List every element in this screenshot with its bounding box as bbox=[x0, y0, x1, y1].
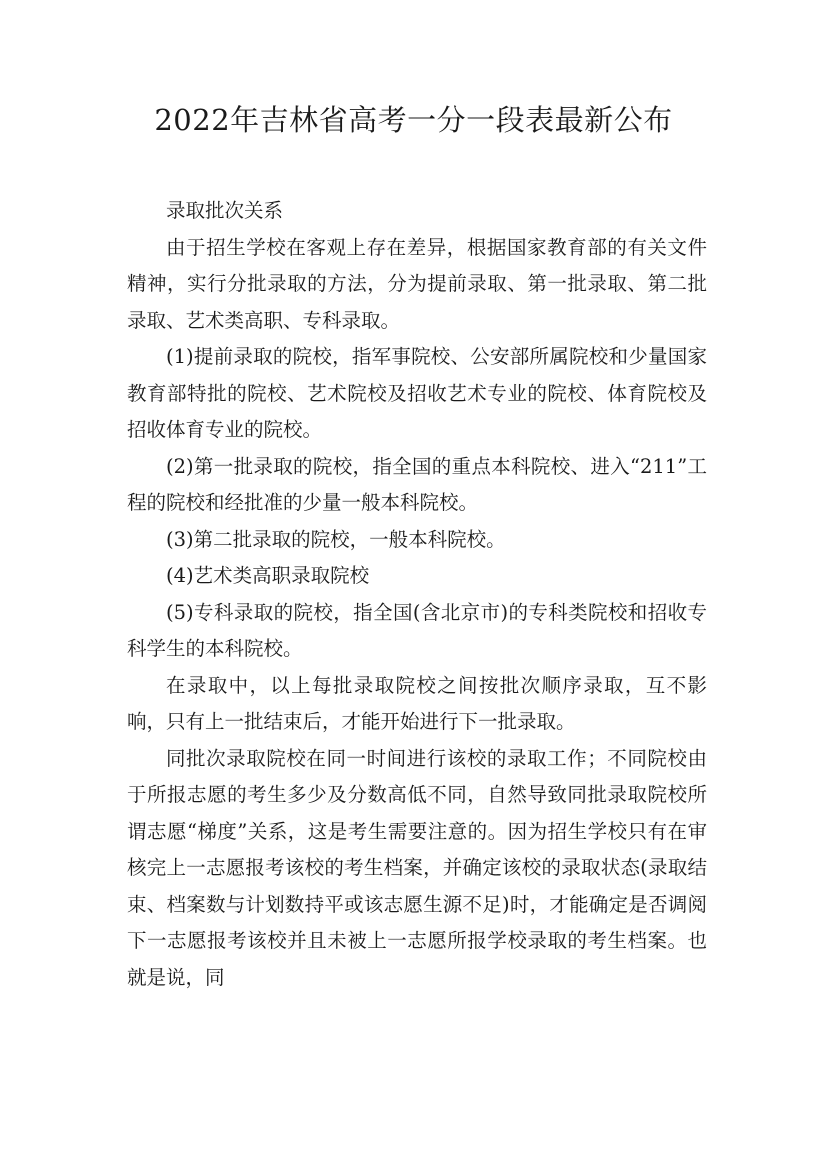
document-title: 2022年吉林省高考一分一段表最新公布 bbox=[154, 103, 673, 137]
paragraph-item-4: (4)艺术类高职录取院校 bbox=[166, 564, 370, 587]
paragraph-item-2: (2)第一批录取的院校，指全国的重点本科院校、进入“211”工程的院校和经批准的少量一般本科院校。 bbox=[127, 454, 707, 514]
paragraph-item-5: (5)专科录取的院校，指全国(含北京市)的专科类院校和招收专科学生的本科院校。 bbox=[127, 600, 707, 660]
paragraph-item-1: (1)提前录取的院校，指军事院校、公安部所属院校和少量国家教育部特批的院校、艺术院校及招收艺术专业的院校、体育院校及招收体育专业的院校。 bbox=[127, 345, 707, 441]
paragraph-order: 在录取中，以上每批录取院校之间按批次顺序录取，互不影响，只有上一批结束后，才能开始进行下一批录取。 bbox=[127, 673, 707, 733]
paragraph-intro: 由于招生学校在客观上存在差异，根据国家教育部的有关文件精神，实行分批录取的方法，分为提前录取、第一批录取、第二批录取、艺术类高职、专科录取。 bbox=[127, 235, 707, 332]
paragraph-item-3: (3)第二批录取的院校，一般本科院校。 bbox=[166, 527, 506, 551]
paragraph-gradient: 同批次录取院校在同一时间进行该校的录取工作；不同院校由于所报志愿的考生多少及分数高低不同，自然导致同批录取院校所谓志愿“梯度”关系，这是考生需要注意的。因为招生学校只有在审核完上一志愿报考该校的考生档案，并确定该校的录取状态(录取结束、档案数与计划数持平或该志愿生源不足)时，才能确定是否调阅下一志愿报考该校并且未被上一志愿所报学校录取的考生档案。也就是说，同 bbox=[127, 746, 707, 989]
section-heading: 录取批次关系 bbox=[166, 199, 284, 222]
document-body bbox=[127, 193, 707, 996]
